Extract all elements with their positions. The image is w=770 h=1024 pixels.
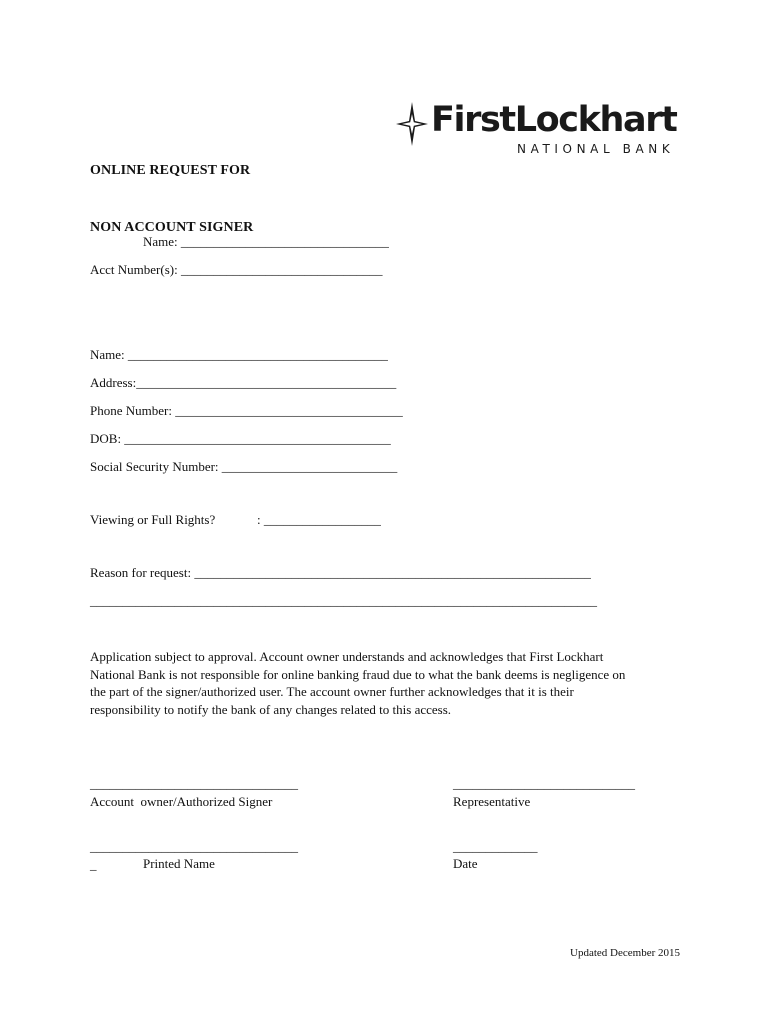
printed-name-line[interactable]: ________________________________: [90, 839, 298, 854]
printed-name-prefix: _: [90, 857, 97, 872]
disclaimer-line: Application subject to approval. Account owner understands and acknowledges that First Lockhart: [90, 649, 604, 664]
disclaimer-line: National Bank is not responsible for online banking fraud due to what the bank deems is negligence on: [90, 666, 626, 682]
logo-name: FirstLockhart: [431, 100, 677, 140]
form-title-line2: NON ACCOUNT SIGNER: [90, 220, 254, 235]
reason-field[interactable]: Reason for request: _____________________________________________________________: [90, 565, 591, 580]
signer-name-field[interactable]: Name: ________________________________________: [90, 347, 388, 362]
form-title-line1: ONLINE REQUEST FOR: [90, 163, 251, 178]
disclaimer-paragraph: [90, 648, 670, 718]
printed-name-label: Printed Name: [143, 856, 215, 871]
signer-phone-field[interactable]: Phone Number: ___________________________________: [90, 403, 403, 418]
disclaimer-line: responsibility to notify the bank of any changes related to this access.: [90, 701, 452, 717]
representative-signature-line[interactable]: ____________________________: [453, 776, 635, 791]
signer-address-field[interactable]: Address:________________________________________: [90, 375, 397, 390]
reason-field-line2[interactable]: ______________________________________________________________________________: [90, 593, 597, 608]
owner-signature-label: Account owner/Authorized Signer: [90, 794, 273, 809]
date-label: Date: [453, 856, 478, 871]
logo-subtitle: NATIONAL BANK: [517, 142, 675, 156]
signer-ssn-field[interactable]: Social Security Number: ___________________________: [90, 459, 398, 474]
rights-label: Viewing or Full Rights?: [90, 512, 216, 527]
rights-field[interactable]: : __________________: [257, 512, 381, 527]
representative-label: Representative: [453, 794, 531, 809]
disclaimer-line: the part of the signer/authorized user. The account owner further acknowledges that it is their: [90, 684, 574, 700]
updated-date-footer: Updated December 2015: [570, 947, 680, 959]
bank-logo: [394, 100, 684, 162]
signer-dob-field[interactable]: DOB: _________________________________________: [90, 431, 391, 446]
date-line[interactable]: _____________: [453, 839, 538, 854]
account-name-field[interactable]: Name: ________________________________: [143, 234, 389, 249]
owner-signature-line[interactable]: ________________________________: [90, 776, 298, 791]
compass-star-icon: [394, 100, 430, 148]
account-number-field[interactable]: Acct Number(s): _______________________________: [90, 262, 383, 277]
